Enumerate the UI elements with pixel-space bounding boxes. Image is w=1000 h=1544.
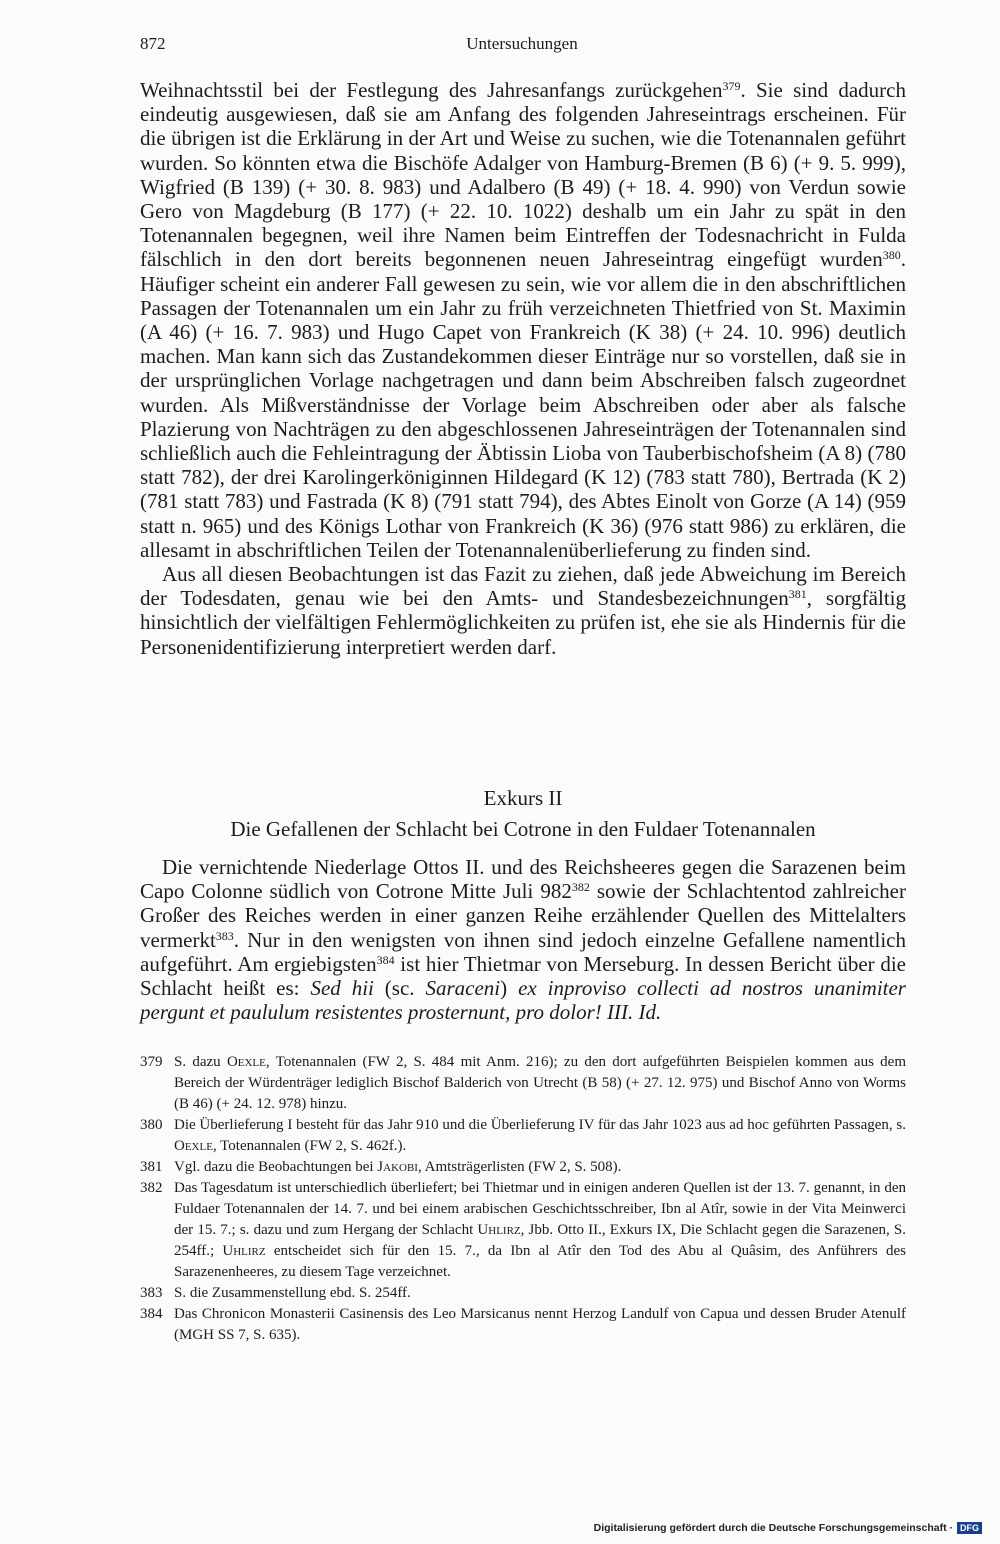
author-name: Jakobi (377, 1159, 418, 1175)
text-run: . Sie sind dadurch eindeutig ausgewiesen, daß sie am Anfang des folgenden Jahreseintrags erscheinen. Für die übrigen ist die Erklärung in der Art und Weise zu suchen, wie die Totenannalen geführt wurden. So könnten etwa die Bischöfe Adalger von Hamburg-Bremen (B 6) (+ 9. 5. 999), Wigfried (B 139) (+ 30. 8. 983) und Adalbero (B 49) (+ 18. 4. 990) von Verdun sowie Gero von Magdeburg (B 177) (+ 22. 10. 1022) deshalb um ein Jahr zu spät in den Totenannalen begegnen, weil ihre Namen beim Eintreffen der Todesnachricht in Fulda fälschlich in den dort bereits begonnenen neuen Jahreseintrag eingefügt wurden (140, 78, 906, 272)
text-run: , sorgfältig hinsichtlich der vielfältigen Fehlermöglichkeiten zu prüfen ist, ehe sie als Hindernis für die Personenidentifizierung interpretiert werden darf. (140, 586, 907, 659)
text-run: . Nur in den wenigsten von ihnen sind jedoch einzelne Gefallene namentlich aufgeführt. Am ergiebigsten (140, 927, 906, 976)
paragraph-3 (140, 855, 906, 1024)
footnote-380 (140, 1115, 906, 1157)
footnote-number: 380 (140, 1117, 163, 1133)
footnotes (140, 1052, 906, 1346)
page-header (140, 34, 904, 62)
main-text-excursus (140, 855, 906, 1024)
section-heading: Exkurs II (483, 786, 563, 810)
footnote-ref-380[interactable]: 380 (882, 248, 901, 263)
footnote-text (174, 1052, 906, 1115)
footnote-ref-381[interactable]: 381 (788, 587, 807, 602)
footnote-text (174, 1115, 906, 1157)
text-run: Das Tagesdatum ist unterschiedlich überliefert; bei Thietmar und in einigen anderen Quellen ist der 13. 7. genannt, in den Fuldaer Totenannalen der 14. 7. und bei einem arabischen Geschichtsschreiber, Ibn al Atîr, sowie in der Vita Meinwerci der 15. 7.; s. dazu und zum Hergang der Schlacht (174, 1180, 906, 1238)
text-run: ) (500, 976, 519, 1001)
text-run: S. dazu (174, 1054, 227, 1070)
running-title: Untersuchungen (466, 34, 578, 53)
latin-quote: ex inproviso collecti ad nostros unanimiter pergunt et paululum resistentes prosternunt, pro dolor! III. Id. (140, 976, 906, 1025)
paragraph-1 (140, 78, 906, 562)
text-run: Die vernichtende Niederlage Ottos II. und des Reichsheeres gegen die Sarazenen beim Capo Colonne südlich von Cotrone Mitte Juli 982 (140, 855, 906, 904)
footnote-number: 383 (140, 1285, 163, 1301)
text-run: Weihnachtsstil bei der Festlegung des Jahresanfangs zurückgehen (140, 78, 723, 102)
footnote-text (174, 1157, 906, 1178)
text-run: , Jbb. Otto II., Exkurs IX, Die Schlacht gegen die Sarazenen, S. 254ff.; (174, 1222, 906, 1259)
footnote-ref-379[interactable]: 379 (722, 79, 741, 93)
text-run: Die Überlieferung I besteht für das Jahr 910 und die Überlieferung IV für das Jahr 1023 aus ad hoc geführten Passagen, s. (174, 1117, 906, 1133)
footnote-ref-382[interactable]: 382 (571, 880, 590, 895)
credit-text: Digitalisierung gefördert durch die Deutsche Forschungsgemeinschaft · (593, 1522, 953, 1534)
footnote-ref-383[interactable]: 383 (215, 928, 234, 943)
footnote-text (174, 1178, 906, 1283)
dfg-logo-icon: DFG (957, 1522, 982, 1534)
footnote-ref-384[interactable]: 384 (376, 952, 395, 967)
section-subheading: Die Gefallenen der Schlacht bei Cotrone in den Fuldaer Totenannalen (230, 817, 816, 841)
paragraph-2 (140, 562, 906, 659)
page-number: 872 (140, 34, 166, 53)
footnote-text: Das Chronicon Monasterii Casinensis des Leo Marsicanus nennt Herzog Landulf von Capua und dessen Bruder Atenulf (MGH SS 7, S. 635). (174, 1306, 906, 1343)
footnote-382 (140, 1178, 906, 1283)
footnote-number: 381 (140, 1159, 163, 1175)
digitization-credit (594, 1522, 982, 1534)
text-run: , Totenannalen (FW 2, S. 484 mit Anm. 216); zu den dort aufgeführten Beispielen kommen aus dem Bereich der Würdenträger lediglich Bischof Balderich von Utrecht (B 58) (+ 27. 12. 975) und Bischof Anno von Worms (B 46) (+ 24. 12. 978) hinzu. (174, 1054, 906, 1112)
footnote-text: S. die Zusammenstellung ebd. S. 254ff. (174, 1285, 411, 1301)
author-name: Uhlirz (222, 1243, 266, 1259)
main-text (140, 78, 906, 659)
text-run: (sc. (373, 976, 426, 1001)
text-run: , Totenannalen (FW 2, S. 462f.). (212, 1138, 407, 1154)
text-run: , Amtsträgerlisten (FW 2, S. 508). (417, 1159, 622, 1175)
footnote-number: 379 (140, 1054, 163, 1070)
text-run: ist hier Thietmar von Merseburg. In dessen Bericht über die Schlacht heißt es: (140, 951, 906, 1001)
latin-quote: Sed hii (310, 976, 374, 1001)
latin-quote: Saraceni (425, 976, 501, 1001)
author-name: Uhlirz (477, 1222, 521, 1238)
footnote-384 (140, 1304, 906, 1346)
footnote-number: 384 (140, 1306, 163, 1322)
author-name: Oexle (226, 1054, 266, 1070)
footnote-381 (140, 1157, 906, 1178)
text-run: Aus all diesen Beobachtungen ist das Fazit zu ziehen, daß jede Abweichung im Bereich der Todesdaten, genau wie bei den Amts- und Standesbezeichnungen (140, 562, 906, 611)
footnote-383 (140, 1283, 906, 1304)
text-run: entscheidet sich für den 15. 7., da Ibn al Atîr den Tod des Abu al Quâsim, des Anführers des Sarazenenheeres, zu diesem Tage verzeichnet. (174, 1243, 906, 1280)
text-run: Vgl. dazu die Beobachtungen bei (174, 1159, 378, 1175)
footnote-number: 382 (140, 1180, 163, 1196)
footnote-379 (140, 1052, 906, 1115)
text-run: sowie der Schlachtentod zahlreicher Großer des Reiches werden in einer ganzen Reihe erzählender Quellen des Mittelalters vermerkt (140, 879, 906, 952)
author-name: Oexle (174, 1138, 213, 1154)
text-run: . Häufiger scheint ein anderer Fall gewesen zu sein, wie vor allem die in den abschriftlichen Passagen der Totenannalen um ein Jahr zu früh verzeichneten Thietfried von St. Maximin (A 46) (+ 16. 7. 983) und Hugo Capet von Frankreich (K 38) (+ 24. 10. 996) deutlich machen. Man kann sich das Zustandekommen dieser Einträge nur so vorstellen, daß sie in der ursprünglichen Vorlage nachgetragen und dann beim Abschreiben falsch zugeordnet wurden. Als Mißverständnisse der Vorlage beim Abschreiben oder aber als falsche Plazierung von Nachträgen zu den abgeschlossenen Jahreseinträgen der Totenannalen sind schließlich auch die Fehleintragung der Äbtissin Lioba von Tauberbischofsheim (A 8) (780 statt 782), der drei Karolingerköniginnen Hildegard (K 12) (783 statt 780), Bertrada (K 2) (781 statt 783) und Fastrada (K 8) (791 statt 794), des Abtes Einolt von Gorze (A 14) (959 statt n. 965) und des Königs Lothar von Frankreich (K 36) (976 statt 986) zu erklären, die allesamt in abschriftlichen Teilen der Totenannalenüberlieferung zu finden sind. (140, 247, 906, 562)
